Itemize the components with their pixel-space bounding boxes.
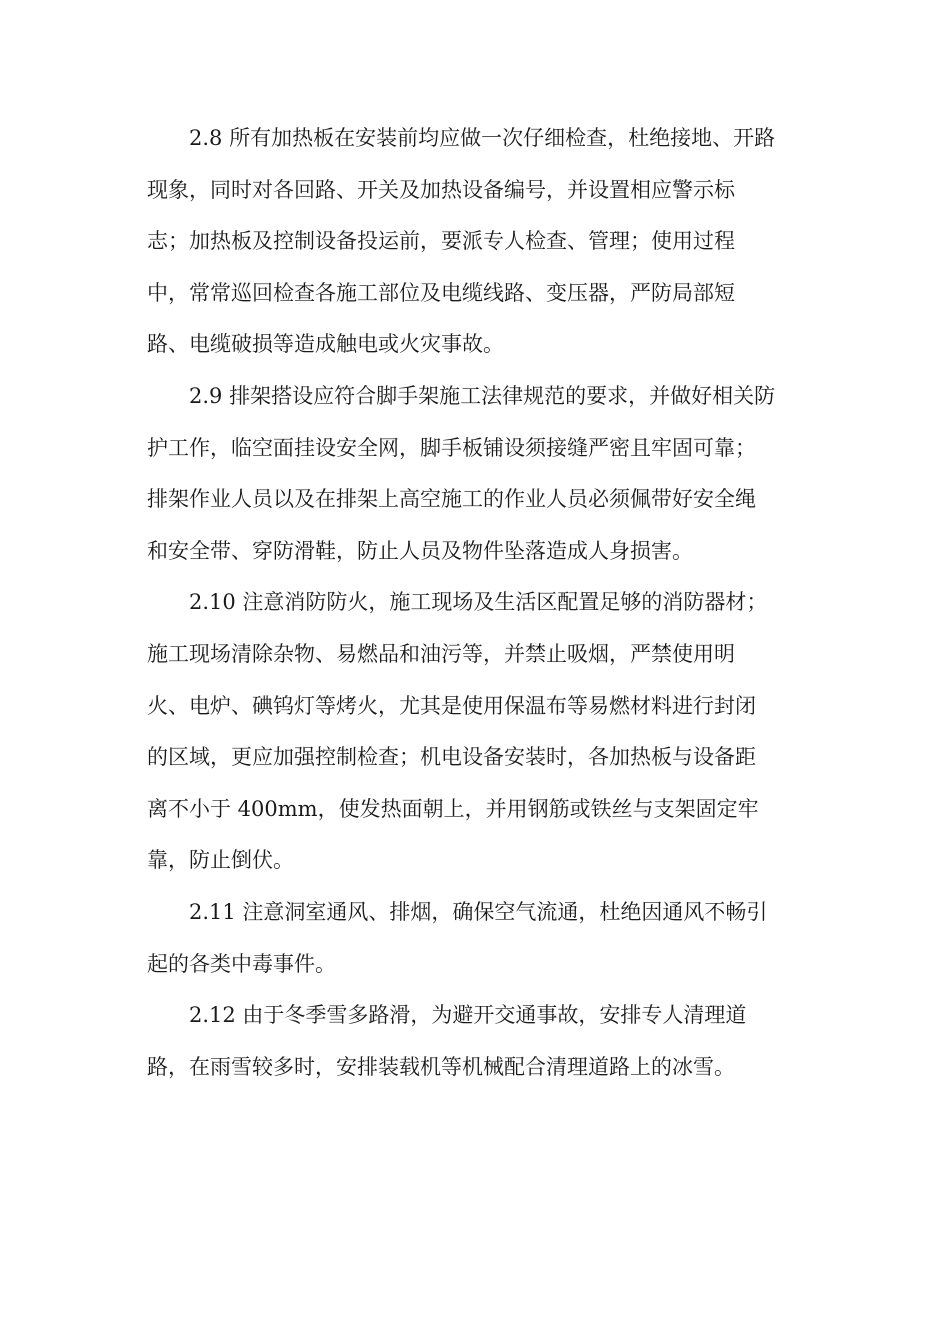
document-body: [147, 113, 809, 1093]
text-line: 护工作，临空面挂设安全网，脚手板铺设须接缝严密且牢固可靠；: [147, 435, 756, 460]
text-line: 靠，防止倒伏。: [147, 848, 294, 873]
text-line: 现象，同时对各回路、开关及加热设备编号，并设置相应警示标: [147, 177, 735, 202]
paragraph-2-8: [147, 113, 809, 371]
text-line: 志；加热板及控制设备投运前，要派专人检查、管理；使用过程: [147, 229, 735, 254]
text-line: 起的各类中毒事件。: [147, 951, 336, 976]
text-line: 施工现场清除杂物、易燃品和油污等，并禁止吸烟，严禁使用明: [147, 641, 735, 666]
text-line: 排架作业人员以及在排架上高空施工的作业人员必须佩带好安全绳: [147, 487, 756, 512]
text-line: 和安全带、穿防滑鞋，防止人员及物件坠落造成人身损害。: [147, 538, 693, 563]
text-line: 2.12 由于冬季雪多路滑，为避开交通事故，安排专人清理道: [189, 1003, 747, 1028]
text-line: 路，在雨雪较多时，安排装载机等机械配合清理道路上的冰雪。: [147, 1054, 735, 1079]
text-line: 2.8 所有加热板在安装前均应做一次仔细检查，杜绝接地、开路: [189, 126, 776, 150]
text-line: 路、电缆破损等造成触电或火灾事故。: [147, 332, 504, 357]
text-line: 的区域，更应加强控制检查；机电设备安装时，各加热板与设备距: [147, 745, 756, 770]
paragraph-2-12: [147, 990, 809, 1093]
paragraph-2-11: [147, 887, 809, 990]
text-line: 2.10 注意消防防火，施工现场及生活区配置足够的消防器材；: [189, 590, 768, 615]
text-line: 中，常常巡回检查各施工部位及电缆线路、变压器，严防局部短: [147, 280, 735, 305]
text-line: 2.11 注意洞室通风、排烟，确保空气流通，杜绝因通风不畅引: [189, 899, 768, 924]
text-line: 2.9 排架搭设应符合脚手架施工法律规范的要求，并做好相关防: [189, 383, 776, 408]
text-line: 离不小于 400mm，使发热面朝上，并用钢筋或铁丝与支架固定牢: [147, 796, 759, 821]
paragraph-2-9: [147, 371, 809, 577]
paragraph-2-10: [147, 577, 809, 887]
text-line: 火、电炉、碘钨灯等烤火，尤其是使用保温布等易燃材料进行封闭: [147, 693, 756, 718]
